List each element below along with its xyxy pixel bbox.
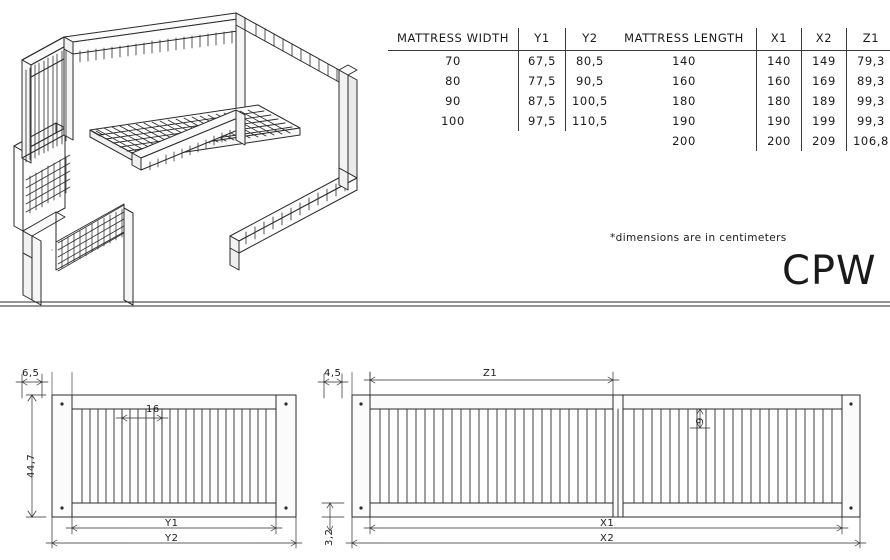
brand-logo: CPW bbox=[782, 248, 877, 294]
cell-mattress-length: 160 bbox=[672, 74, 696, 88]
dim-front-height: 44,7 bbox=[26, 453, 37, 478]
cell-y1: 87,5 bbox=[519, 91, 566, 111]
cell-y2: 100,5 bbox=[566, 91, 614, 111]
dim-front-top-left: 6,5 bbox=[22, 368, 40, 379]
side-elevation-view bbox=[318, 372, 866, 548]
cell-x2: 189 bbox=[802, 91, 847, 111]
cell-z1: 79,3 bbox=[847, 51, 890, 72]
dim-front-y1: Y1 bbox=[165, 518, 179, 529]
cell-z1: 106,8 bbox=[847, 131, 890, 151]
cell-x2: 169 bbox=[802, 71, 847, 91]
cell-z1: 89,3 bbox=[847, 71, 890, 91]
cell-y2: 80,5 bbox=[566, 51, 614, 72]
table-mattress-width bbox=[388, 28, 614, 131]
table-row bbox=[388, 51, 614, 72]
table-row bbox=[612, 111, 890, 131]
front-elevation-view bbox=[16, 372, 302, 548]
cell-mattress-width: 100 bbox=[441, 114, 465, 128]
cell-y2: 110,5 bbox=[566, 111, 614, 131]
table-mattress-length bbox=[612, 28, 890, 151]
cell-z1: 99,3 bbox=[847, 111, 890, 131]
cell-x2: 149 bbox=[802, 51, 847, 72]
dim-side-top-left: 4,5 bbox=[324, 368, 342, 379]
cell-mattress-length: 180 bbox=[672, 94, 696, 108]
column-header-mattress-width: MATTRESS WIDTH bbox=[388, 28, 519, 51]
dim-front-y2: Y2 bbox=[165, 533, 179, 544]
cell-x1: 180 bbox=[757, 91, 802, 111]
table-row bbox=[388, 111, 614, 131]
cell-mattress-length: 190 bbox=[672, 114, 696, 128]
cell-x1: 160 bbox=[757, 71, 802, 91]
cell-x1: 190 bbox=[757, 111, 802, 131]
cell-x2: 209 bbox=[802, 131, 847, 151]
cell-mattress-width: 70 bbox=[445, 54, 461, 68]
isometric-bed-view bbox=[14, 13, 357, 305]
column-header-y1: Y1 bbox=[519, 28, 566, 51]
table-row bbox=[612, 51, 890, 72]
table-row bbox=[612, 91, 890, 111]
cell-x1: 200 bbox=[757, 131, 802, 151]
table-row bbox=[612, 131, 890, 151]
cell-mattress-length: 200 bbox=[672, 134, 696, 148]
cell-mattress-width: 90 bbox=[445, 94, 461, 108]
dim-side-rail-height: 9 bbox=[695, 417, 706, 424]
column-header-x1: X1 bbox=[757, 28, 802, 51]
table-header-row bbox=[612, 28, 890, 51]
dim-side-x2: X2 bbox=[600, 533, 615, 544]
column-header-z1: Z1 bbox=[847, 28, 890, 51]
units-note: *dimensions are in centimeters bbox=[610, 232, 787, 244]
column-header-x2: X2 bbox=[802, 28, 847, 51]
table-row bbox=[612, 71, 890, 91]
cell-y1: 97,5 bbox=[519, 111, 566, 131]
column-header-y2: Y2 bbox=[566, 28, 614, 51]
dim-side-x1: X1 bbox=[600, 518, 615, 529]
cell-y2: 90,5 bbox=[566, 71, 614, 91]
cell-z1: 99,3 bbox=[847, 91, 890, 111]
dim-side-left-small: 3,2 bbox=[324, 528, 335, 546]
table-header-row bbox=[388, 28, 614, 51]
dim-side-z1: Z1 bbox=[483, 368, 498, 379]
column-header-mattress-length: MATTRESS LENGTH bbox=[612, 28, 757, 51]
cell-mattress-width: 80 bbox=[445, 74, 461, 88]
table-row bbox=[388, 71, 614, 91]
cell-x1: 140 bbox=[757, 51, 802, 72]
table-row bbox=[388, 91, 614, 111]
cell-x2: 199 bbox=[802, 111, 847, 131]
cell-y1: 67,5 bbox=[519, 51, 566, 72]
cell-mattress-length: 140 bbox=[672, 54, 696, 68]
dim-front-bar-spacing: 16 bbox=[146, 404, 160, 415]
cell-y1: 77,5 bbox=[519, 71, 566, 91]
